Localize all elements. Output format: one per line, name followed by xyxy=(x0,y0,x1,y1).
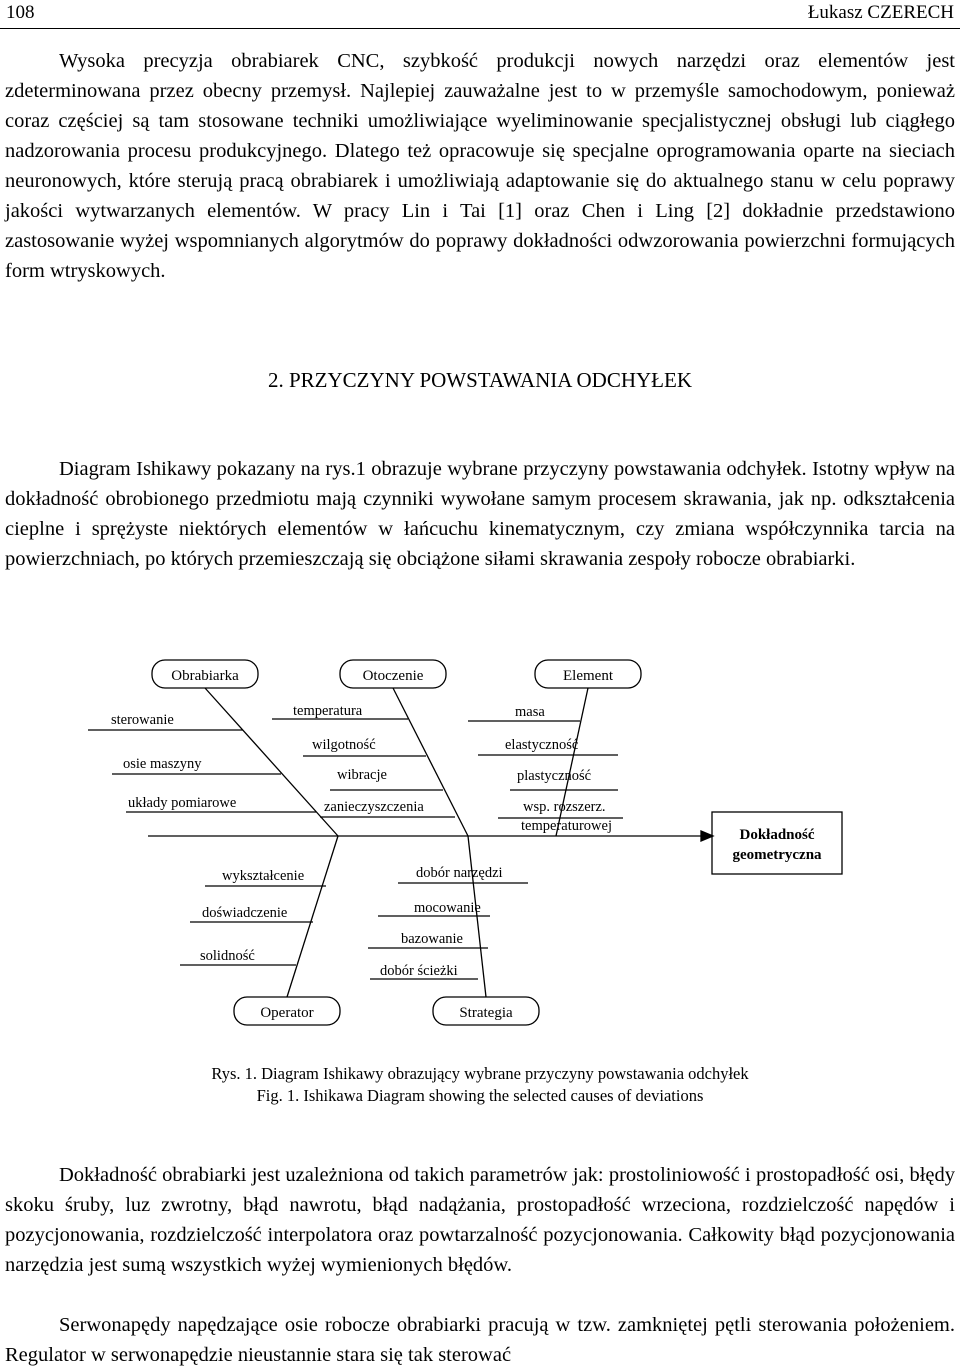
cause-temperaturowej: temperaturowej xyxy=(521,818,612,834)
cause-bazowanie: bazowanie xyxy=(401,931,463,947)
effect-line-1: Dokładność xyxy=(739,827,815,843)
cause-solidnosc: solidność xyxy=(200,948,255,964)
cause-uklady-pomiarowe: układy pomiarowe xyxy=(128,795,237,811)
cause-masa: masa xyxy=(515,704,545,720)
bone-operator xyxy=(287,836,338,997)
cause-wyksztalcenie: wykształcenie xyxy=(222,868,305,884)
paragraph-4: Serwonapędy napędzające osie robocze obrabiarki pracują w tzw. zamkniętej pętli sterowania położeniem. Regulator w serwonapędzie nieustannie stara się tak sterować xyxy=(5,1314,955,1366)
category-otoczenie: Otoczenie xyxy=(362,668,424,684)
cause-mocowanie: mocowanie xyxy=(414,900,481,916)
page-number: 108 xyxy=(6,2,35,23)
cause-zanieczyszczenia: zanieczyszczenia xyxy=(324,799,424,815)
cause-wilgotnosc: wilgotność xyxy=(312,737,376,753)
category-element: Element xyxy=(563,668,613,684)
cause-dobor-sciezki: dobór ścieżki xyxy=(380,963,458,979)
intro-paragraph: Wysoka precyzja obrabiarek CNC, szybkość produkcji nowych narzędzi oraz elementów jest zdeterminowana przez obecny przemysł. Najlepiej zauważalne jest to w przemyśle samochodowym, ponieważ coraz częściej są tam stosowane techniki umożliwiające wyeliminowanie specjalistycznej obsługi lub ciągłego nadzorowania procesu produkcyjnego. Dlatego też opracowuje się specjalne oprogramowania oparte na sieciach neuronowych, które sterują pracą obrabiarek i umożliwiają adaptowanie się do aktualnego stanu w celu poprawy jakości wytwarzanych elementów. W pracy Lin i Tai [1] oraz Chen i Ling [2] dokładnie przedstawiono zastosowanie wyżej wspomnianych algorytmów do poprawy dokładności odwzorowania powierzchni formujących form wtryskowych. xyxy=(5,50,955,282)
category-obrabiarka: Obrabiarka xyxy=(171,668,239,684)
cause-doswiadczenie: doświadczenie xyxy=(202,905,288,921)
effect-line-2: geometryczna xyxy=(732,847,822,863)
category-operator: Operator xyxy=(260,1005,314,1021)
figure-caption-pl: Rys. 1. Diagram Ishikawy obrazujący wybrane przyczyny powstawania odchyłek xyxy=(211,1064,749,1083)
effect-box xyxy=(712,812,842,874)
category-strategia: Strategia xyxy=(459,1005,513,1021)
cause-wibracje: wibracje xyxy=(337,767,387,783)
cause-osie-maszyny: osie maszyny xyxy=(123,756,202,772)
cause-wsp-rozszerz: wsp. rozszerz. xyxy=(523,799,606,815)
cause-plastycznosc: plastyczność xyxy=(517,768,592,784)
section-heading: 2. PRZYCZYNY POWSTAWANIA ODCHYŁEK xyxy=(267,368,693,392)
cause-temperatura: temperatura xyxy=(293,703,363,719)
figure-caption-en: Fig. 1. Ishikawa Diagram showing the selected causes of deviations xyxy=(256,1086,704,1105)
cause-elastycznosc: elastyczność xyxy=(505,737,579,753)
cause-sterowanie: sterowanie xyxy=(111,712,174,728)
page-header xyxy=(0,0,960,29)
paragraph-3: Dokładność obrabiarki jest uzależniona od takich parametrów jak: prostoliniowość i prostopadłość osi, błędy skoku śruby, luz zwrotny, błąd nawrotu, błąd nadążania, prostopadłość wrzeciona, rozdzielczość napędów i pozycjonowania, rozdzielczość interpolatora oraz powtarzalność pozycjonowania. Całkowity błąd pozycjonowania narzędzia jest sumą wszystkich wyżej wymienionych błędów. xyxy=(5,1164,955,1276)
spine-arrowhead xyxy=(701,831,713,841)
section-paragraph: Diagram Ishikawy pokazany na rys.1 obrazuje wybrane przyczyny powstawania odchyłek. Istotny wpływ na dokładność obrobionego przedmiotu mają czynniki wywołane samym procesem skrawania, jak np. odkształcenia cieplne i sprężyste niektórych elementów w łańcuchu kinematycznym, czy zmiana współczynnika tarcia na powierzchniach, po których przemieszczają się obciążone siłami skrawania zespoły robocze obrabiarki. xyxy=(5,458,955,570)
header-author: Łukasz CZERECH xyxy=(807,2,954,23)
ishikawa-diagram xyxy=(0,640,960,1040)
cause-dobor-narzedzi: dobór narzędzi xyxy=(416,865,503,881)
